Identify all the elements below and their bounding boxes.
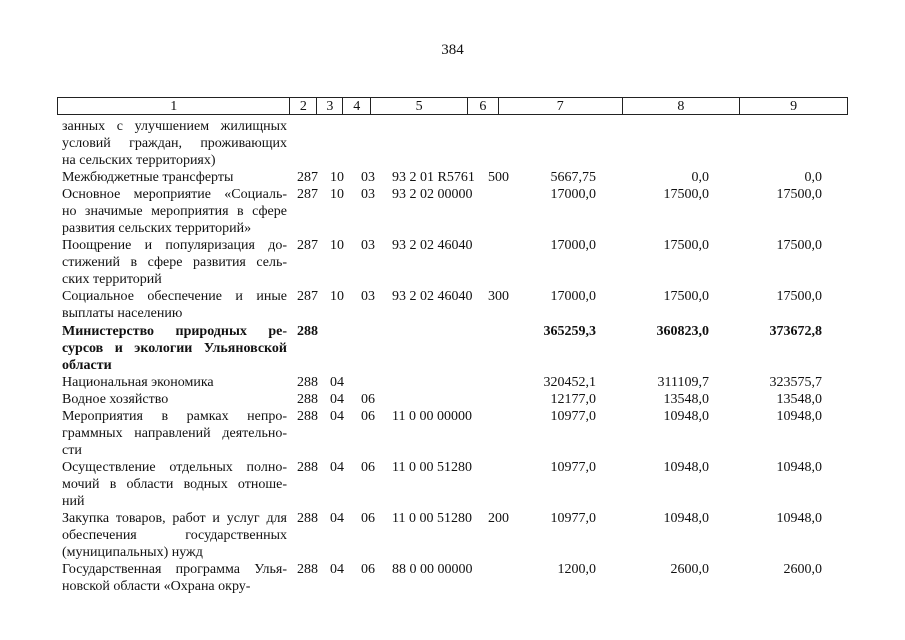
cell-v9: 373672,8 [769,324,822,339]
row-name-line: граммных направлений деятельно- [62,426,287,441]
row-name-line: обеспечения государственных [62,528,287,543]
cell-v7: 1200,0 [557,562,596,577]
row-name-line: сти [62,443,82,458]
cell-v9: 13548,0 [776,392,822,407]
row-name-line: мочий в области водных отноше- [62,477,287,492]
header-col-8: 8 [623,98,741,114]
cell-csr: 11 0 00 51280 [392,511,472,526]
row-name-line: занных с улучшением жилищных [62,119,287,134]
cell-csr: 93 2 02 00000 [392,187,473,202]
row-name-line: области [62,358,112,373]
cell-v9: 10948,0 [776,460,822,475]
page-number: 384 [441,42,464,58]
cell-pr: 03 [361,238,375,253]
cell-v7: 5667,75 [550,170,596,185]
cell-pr: 06 [361,409,375,424]
cell-rz: 04 [330,392,344,407]
cell-v8: 311109,7 [657,375,709,390]
cell-rz: 04 [330,460,344,475]
row-name-line: Мероприятия в рамках непро- [62,409,287,424]
cell-v8: 0,0 [691,170,709,185]
cell-vr: 200 [488,511,509,526]
cell-v8: 17500,0 [663,187,709,202]
row-name [62,118,287,169]
header-col-5: 5 [371,98,468,114]
cell-pr: 06 [361,460,375,475]
cell-v7: 10977,0 [550,511,596,526]
cell-ved: 288 [297,511,318,526]
row-name-line: Поощрение и популяризация до- [62,238,287,253]
cell-vr: 300 [488,289,509,304]
cell-pr: 03 [361,170,375,185]
cell-v7: 17000,0 [550,238,596,253]
cell-rz: 10 [330,187,344,202]
table-header [57,97,848,115]
row-name-line: стижений в сфере развития сель- [62,255,287,270]
row-name-line: но значимые мероприятия в сфере [62,204,287,219]
row-name-line: сурсов и экологии Ульяновской [62,341,287,356]
row-name [62,237,287,288]
row-name-line: условий граждан, проживающих [62,136,287,151]
header-col-4: 4 [343,98,371,114]
cell-ved: 288 [297,375,318,390]
row-name-line: (муниципальных) нужд [62,545,203,560]
cell-v9: 17500,0 [776,289,822,304]
row-name-line: развития сельских территорий» [62,221,252,236]
row-name-line: ских территорий [62,272,162,287]
cell-v8: 17500,0 [663,238,709,253]
cell-rz: 10 [330,289,344,304]
cell-v7: 10977,0 [550,460,596,475]
cell-v8: 13548,0 [663,392,709,407]
row-name [62,288,287,322]
cell-v7: 17000,0 [550,187,596,202]
row-name [62,374,287,391]
row-name-line: новской области «Охрана окру- [62,579,251,594]
cell-vr: 500 [488,170,509,185]
cell-v9: 2600,0 [783,562,822,577]
cell-csr: 93 2 01 R5761 [392,170,475,185]
cell-v7: 17000,0 [550,289,596,304]
row-name [62,391,287,408]
cell-v8: 10948,0 [663,511,709,526]
row-name-line: на сельских территориях) [62,153,216,168]
cell-v8: 360823,0 [656,324,709,339]
cell-v7: 12177,0 [550,392,596,407]
header-col-9: 9 [790,99,798,114]
row-name [62,408,287,459]
cell-rz: 10 [330,238,344,253]
cell-ved: 288 [297,562,318,577]
row-name [62,169,287,186]
cell-ved: 287 [297,238,318,253]
cell-v9: 17500,0 [776,187,822,202]
header-col-3: 3 [317,98,343,114]
row-name-line: Основное мероприятие «Социаль- [62,187,287,202]
row-name [62,186,287,237]
cell-v9: 0,0 [804,170,822,185]
cell-rz: 04 [330,562,344,577]
row-name-line: Водное хозяйство [62,392,169,407]
header-col-1: 1 [58,98,290,114]
row-name [62,510,287,561]
cell-pr: 06 [361,562,375,577]
cell-v7: 10977,0 [550,409,596,424]
row-name-line: Государственная программа Улья- [62,562,287,577]
cell-v9: 10948,0 [776,511,822,526]
row-name-line: выплаты населению [62,306,183,321]
cell-pr: 06 [361,511,375,526]
header-col-7: 7 [499,98,623,114]
cell-csr: 11 0 00 51280 [392,460,472,475]
cell-ved: 287 [297,289,318,304]
header-col-6: 6 [468,98,499,114]
cell-rz: 04 [330,375,344,390]
cell-pr: 03 [361,187,375,202]
row-name [62,323,287,374]
cell-csr: 93 2 02 46040 [392,289,473,304]
cell-pr: 03 [361,289,375,304]
row-name-line: Национальная экономика [62,375,214,390]
cell-v8: 10948,0 [663,460,709,475]
cell-ved: 288 [297,392,318,407]
row-name-line: ний [62,494,85,509]
cell-rz: 04 [330,409,344,424]
cell-v7: 365259,3 [543,324,596,339]
cell-rz: 04 [330,511,344,526]
cell-v9: 17500,0 [776,238,822,253]
cell-ved: 288 [297,460,318,475]
cell-v9: 10948,0 [776,409,822,424]
cell-csr: 88 0 00 00000 [392,562,473,577]
row-name-line: Осуществление отдельных полно- [62,460,287,475]
cell-ved: 288 [297,324,318,339]
cell-v8: 10948,0 [663,409,709,424]
header-col-2: 2 [290,98,317,114]
cell-v8: 2600,0 [670,562,709,577]
cell-ved: 287 [297,187,318,202]
cell-v9: 323575,7 [769,375,822,390]
cell-ved: 287 [297,170,318,185]
row-name-line: Закупка товаров, работ и услуг для [62,511,287,526]
cell-rz: 10 [330,170,344,185]
row-name [62,561,287,595]
cell-pr: 06 [361,392,375,407]
row-name [62,459,287,510]
cell-v8: 17500,0 [663,289,709,304]
cell-csr: 93 2 02 46040 [392,238,473,253]
cell-csr: 11 0 00 00000 [392,409,472,424]
row-name-line: Министерство природных ре- [62,324,287,339]
row-name-line: Социальное обеспечение и иные [62,289,287,304]
cell-ved: 288 [297,409,318,424]
row-name-line: Межбюджетные трансферты [62,170,234,185]
cell-v7: 320452,1 [543,375,596,390]
